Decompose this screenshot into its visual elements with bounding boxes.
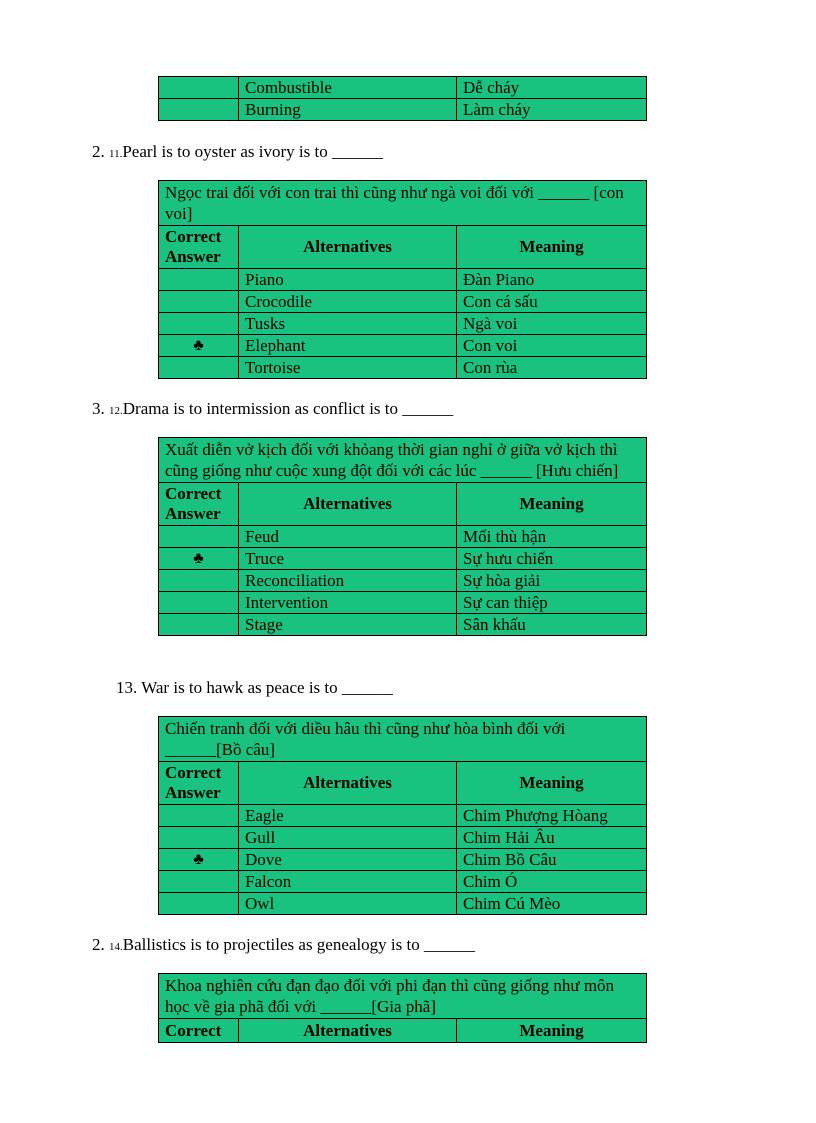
alternative-cell: Gull xyxy=(239,827,457,849)
meaning-cell: Chim Hải Âu xyxy=(457,827,647,849)
table-row xyxy=(159,357,647,379)
alternative-cell: Truce xyxy=(239,548,457,570)
table-row xyxy=(159,592,647,614)
answer-cell xyxy=(159,77,239,99)
alternative-cell: Falcon xyxy=(239,871,457,893)
table-row xyxy=(159,291,647,313)
header-alternatives: Alternatives xyxy=(239,226,457,269)
header-meaning: Meaning xyxy=(457,483,647,526)
header-row xyxy=(159,483,647,526)
header-correct-answer: Correct xyxy=(159,1019,239,1043)
answer-cell xyxy=(159,614,239,636)
meaning-cell: Sân khấu xyxy=(457,614,647,636)
alternative-cell: Piano xyxy=(239,269,457,291)
meaning-cell: Sự can thiệp xyxy=(457,592,647,614)
prompt-cell: Ngọc trai đối với con trai thì cũng như ngà voi đối với ______ [con voi] xyxy=(159,181,647,226)
club-mark-icon: ♣ xyxy=(159,548,239,570)
table-row xyxy=(159,849,647,871)
header-correct-answer: Correct Answer xyxy=(159,483,239,526)
question-12 xyxy=(92,399,453,419)
question-sub-number: 12. xyxy=(109,405,123,417)
meaning-cell: Chim Ó xyxy=(457,871,647,893)
alternative-cell: Owl xyxy=(239,893,457,915)
alternative-cell: Elephant xyxy=(239,335,457,357)
answer-table-13 xyxy=(158,716,647,915)
answer-cell xyxy=(159,893,239,915)
header-alternatives: Alternatives xyxy=(239,1019,457,1043)
alternative-cell: Eagle xyxy=(239,805,457,827)
alternative-cell: Dove xyxy=(239,849,457,871)
header-alternatives: Alternatives xyxy=(239,483,457,526)
answer-cell xyxy=(159,313,239,335)
answer-cell xyxy=(159,827,239,849)
question-prefix: 2. xyxy=(92,142,109,161)
question-prefix: 13. xyxy=(116,678,142,697)
question-14 xyxy=(92,935,475,955)
question-prefix: 2. xyxy=(92,935,109,954)
meaning-cell: Con rùa xyxy=(457,357,647,379)
header-row xyxy=(159,226,647,269)
alternative-cell: Feud xyxy=(239,526,457,548)
question-text: Drama is to intermission as conflict is to ______ xyxy=(122,399,454,418)
alternative-cell: Intervention xyxy=(239,592,457,614)
meaning-cell: Ngà voi xyxy=(457,313,647,335)
alternative-cell: Combustible xyxy=(239,77,457,99)
answer-cell xyxy=(159,805,239,827)
meaning-cell: Sự hưu chiến xyxy=(457,548,647,570)
header-row xyxy=(159,762,647,805)
prompt-cell: Xuất diễn vở kịch đối với khỏang thời gian nghỉ ở giữa vở kịch thì cũng giống như cuộc xung đột đối với các lúc ______ [Hưu chiến] xyxy=(159,438,647,483)
question-text: War is to hawk as peace is to ______ xyxy=(141,678,393,697)
answer-table-12 xyxy=(158,437,647,636)
table-row xyxy=(159,77,647,99)
header-meaning: Meaning xyxy=(457,1019,647,1043)
header-meaning: Meaning xyxy=(457,226,647,269)
question-text: Pearl is to oyster as ivory is to ______ xyxy=(122,142,383,161)
table-row xyxy=(159,335,647,357)
prompt-cell: Khoa nghiên cứu đạn đạo đối với phi đạn thì cũng giống như môn học về gia phã đối với ______[Gia phã] xyxy=(159,974,647,1019)
answer-cell xyxy=(159,570,239,592)
meaning-cell: Đàn Piano xyxy=(457,269,647,291)
alternative-cell: Stage xyxy=(239,614,457,636)
header-row xyxy=(159,1019,647,1043)
answer-table-14 xyxy=(158,973,647,1043)
table-row xyxy=(159,871,647,893)
header-meaning: Meaning xyxy=(457,762,647,805)
question-13 xyxy=(116,678,393,698)
table-row xyxy=(159,269,647,291)
meaning-cell: Con cá sấu xyxy=(457,291,647,313)
header-correct-answer: Correct Answer xyxy=(159,762,239,805)
table-row xyxy=(159,827,647,849)
answer-cell xyxy=(159,871,239,893)
alternative-cell: Reconciliation xyxy=(239,570,457,592)
table-row xyxy=(159,313,647,335)
table-row xyxy=(159,805,647,827)
club-mark-icon: ♣ xyxy=(159,849,239,871)
question-sub-number: 14. xyxy=(109,941,123,953)
answer-cell xyxy=(159,357,239,379)
meaning-cell: Chim Cú Mèo xyxy=(457,893,647,915)
header-correct-answer: Correct Answer xyxy=(159,226,239,269)
meaning-cell: Chim Bồ Câu xyxy=(457,849,647,871)
answer-cell xyxy=(159,526,239,548)
question-prefix: 3. xyxy=(92,399,109,418)
meaning-cell: Mối thù hận xyxy=(457,526,647,548)
meaning-cell: Làm cháy xyxy=(457,99,647,121)
table-row xyxy=(159,570,647,592)
answer-cell xyxy=(159,99,239,121)
meaning-cell: Sự hòa giải xyxy=(457,570,647,592)
meaning-cell: Dễ cháy xyxy=(457,77,647,99)
prompt-cell: Chiến tranh đối với diều hâu thì cũng như hòa bình đối với ______[Bồ câu] xyxy=(159,717,647,762)
alternative-cell: Tortoise xyxy=(239,357,457,379)
question-text: Ballistics is to projectiles as genealogy is to ______ xyxy=(122,935,475,954)
table-row xyxy=(159,893,647,915)
table-row xyxy=(159,614,647,636)
club-mark-icon: ♣ xyxy=(159,335,239,357)
answer-table-11 xyxy=(158,180,647,379)
answer-table-10 xyxy=(158,76,647,121)
table-row xyxy=(159,99,647,121)
alternative-cell: Crocodile xyxy=(239,291,457,313)
answer-cell xyxy=(159,291,239,313)
table-row xyxy=(159,548,647,570)
meaning-cell: Con voi xyxy=(457,335,647,357)
alternative-cell: Tusks xyxy=(239,313,457,335)
answer-cell xyxy=(159,592,239,614)
alternative-cell: Burning xyxy=(239,99,457,121)
table-row xyxy=(159,526,647,548)
question-sub-number: 11. xyxy=(109,148,123,160)
answer-cell xyxy=(159,269,239,291)
meaning-cell: Chim Phượng Hòang xyxy=(457,805,647,827)
question-11 xyxy=(92,142,383,162)
header-alternatives: Alternatives xyxy=(239,762,457,805)
